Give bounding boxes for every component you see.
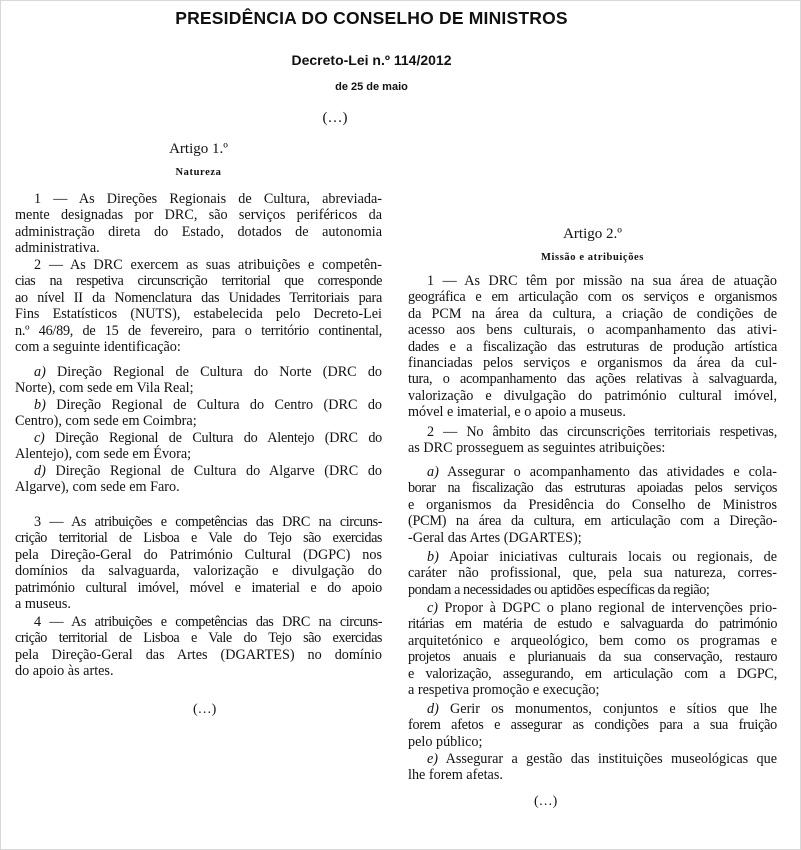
text-line: crição territorial de Lisboa e Vale do Tejo são exercidas bbox=[15, 530, 382, 547]
list-letter: c) bbox=[34, 430, 45, 446]
list-letter: c) bbox=[427, 600, 439, 616]
text-line: a museus. bbox=[15, 596, 71, 613]
text-line: domínios da salvaguarda, valorização e divulgação do bbox=[15, 563, 382, 580]
list-line: (PCM) na área da cultura, em articulação com a Direção- bbox=[408, 513, 777, 530]
list-letter: a) bbox=[427, 464, 439, 480]
list-item-d bbox=[15, 463, 382, 496]
list-item-a bbox=[408, 464, 777, 546]
article-1-title: Artigo 1.º bbox=[169, 141, 228, 157]
text-line: 1 — As DRC têm por missão na sua área de atuação bbox=[427, 273, 777, 289]
list-item-d bbox=[408, 701, 777, 750]
article-1-paragraph-3 bbox=[15, 514, 382, 612]
list-line bbox=[408, 600, 777, 616]
text-line: 2 — No âmbito das circunscrições territoriais respetivas, bbox=[427, 424, 777, 440]
list-line: a respetiva promoção e execução; bbox=[408, 682, 600, 699]
list-item-c bbox=[408, 600, 777, 698]
list-line: Centro), com sede em Coimbra; bbox=[15, 413, 197, 430]
list-line: ritárias em matéria de estudo e salvaguarda do património bbox=[408, 616, 777, 633]
list-line: borar na fiscalização das estruturas apoiadas pelos serviços bbox=[408, 480, 777, 497]
list-line: pelo público; bbox=[408, 733, 483, 750]
list-line: e organismos da Presidência do Conselho de Ministros bbox=[408, 496, 777, 513]
text-line: valorização e divulgação do património cultural imóvel, bbox=[408, 387, 777, 404]
article-1-subtitle: Natureza bbox=[175, 167, 222, 178]
list-item-e bbox=[408, 751, 777, 784]
list-text: Assegurar o acompanhamento das atividades e cola- bbox=[447, 464, 777, 480]
list-line: e valorização, assegurando, em articulação com a DGPC, bbox=[408, 665, 777, 682]
text-line: 1 — As Direções Regionais de Cultura, abreviada- bbox=[34, 191, 382, 207]
list-line: Algarve), com sede em Faro. bbox=[15, 479, 180, 496]
list-line bbox=[15, 397, 382, 413]
article-2-title: Artigo 2.º bbox=[563, 226, 622, 242]
text-line: cias na respetiva circunscrição territorial que corresponde bbox=[15, 273, 382, 290]
list-line: lhe forem afetas. bbox=[408, 767, 503, 784]
text-line: do apoio às artes. bbox=[15, 663, 114, 680]
article-1-paragraph-1 bbox=[15, 191, 382, 257]
text-line: mente designadas por DRC, são serviços periféricos da bbox=[15, 207, 382, 224]
list-line bbox=[15, 430, 382, 446]
text-line: tura, o acompanhamento das ações relativas à salvaguarda, bbox=[408, 371, 777, 388]
text-line: as DRC prosseguem as seguintes atribuições: bbox=[408, 440, 666, 457]
right-ellipsis: (…) bbox=[534, 794, 558, 809]
text-line: acesso aos bens culturais, o acompanhamento das ativi- bbox=[408, 322, 777, 339]
list-item-b bbox=[408, 549, 777, 598]
list-text: Direção Regional de Cultura do Norte (DRC do bbox=[57, 364, 383, 380]
list-letter: d) bbox=[427, 701, 439, 717]
text-line: Fins Estatísticos (NUTS), estabelecida pelo Decreto-Lei bbox=[15, 306, 382, 323]
list-line: forem afetos e assegurar as condições para a sua fruição bbox=[408, 717, 777, 734]
list-line bbox=[408, 464, 777, 480]
text-line: pela Direção-Geral do Património Cultural (DGPC) nos bbox=[15, 546, 382, 563]
list-line bbox=[15, 364, 382, 380]
text-line: dades e a fiscalização das estruturas de produção artística bbox=[408, 338, 777, 355]
list-letter: b) bbox=[34, 397, 46, 413]
list-letter: d) bbox=[34, 463, 46, 479]
text-line: 2 — As DRC exercem as suas atribuições e competên- bbox=[34, 257, 382, 273]
list-line: Norte), com sede em Vila Real; bbox=[15, 380, 194, 397]
list-line: pondam a necessidades ou aptidões específicas da região; bbox=[408, 581, 710, 598]
list-text: Propor à DGPC o plano regional de intervenções prio- bbox=[444, 600, 777, 616]
list-text: Apoiar iniciativas culturais locais ou regionais, de bbox=[448, 549, 778, 565]
text-line: financiadas pelos serviços e organismos da área da cul- bbox=[408, 355, 777, 372]
list-text: Direção Regional de Cultura do Alentejo (DRC do bbox=[55, 430, 383, 446]
text-line: património cultural imóvel, móvel e imaterial e do apoio bbox=[15, 579, 382, 596]
text-line: com a seguinte identificação: bbox=[15, 339, 181, 356]
article-1-paragraph-4 bbox=[15, 614, 382, 680]
list-line bbox=[408, 751, 777, 767]
list-letter: a) bbox=[34, 364, 46, 380]
text-line: crição territorial de Lisboa e Vale do Tejo são exercidas bbox=[15, 630, 382, 647]
list-item-b bbox=[15, 397, 382, 430]
decree-date: de 25 de maio bbox=[335, 81, 408, 93]
list-item-a bbox=[15, 364, 382, 397]
top-ellipsis: (…) bbox=[322, 110, 348, 126]
article-2-subtitle: Missão e atribuições bbox=[541, 252, 644, 263]
organization-title: PRESIDÊNCIA DO CONSELHO DE MINISTROS bbox=[175, 8, 568, 28]
list-letter: b) bbox=[427, 549, 439, 565]
list-text: Direção Regional de Cultura do Centro (DRC do bbox=[56, 397, 383, 413]
left-ellipsis: (…) bbox=[193, 702, 217, 717]
text-line: administração direta do Estado, dotados de autonomia bbox=[15, 223, 382, 240]
text-line: ao nível II da Nomenclatura das Unidades Territoriais para bbox=[15, 289, 382, 306]
text-line: 4 — As atribuições e competências das DRC na circuns- bbox=[34, 614, 382, 630]
list-text: Assegurar a gestão das instituições museológicas que bbox=[445, 751, 778, 767]
text-line: móvel e imaterial, e o apoio a museus. bbox=[408, 404, 626, 421]
text-line: geográfica e em articulação com os serviços e organismos bbox=[408, 289, 777, 306]
list-line bbox=[15, 463, 382, 479]
list-line: arquitetónico e arqueológico, bem como os programas e bbox=[408, 632, 777, 649]
list-letter: e) bbox=[427, 751, 439, 767]
article-2-paragraph-1 bbox=[408, 273, 777, 421]
list-line: Alentejo), com sede em Évora; bbox=[15, 446, 192, 463]
text-line: n.º 46/89, de 15 de fevereiro, para o território continental, bbox=[15, 322, 382, 339]
text-line: da PCM na área da cultura, a criação de condições de bbox=[408, 305, 777, 322]
list-line: caráter não profissional, que, pela sua natureza, corres- bbox=[408, 565, 777, 582]
list-item-c bbox=[15, 430, 382, 463]
list-text: Direção Regional de Cultura do Algarve (DRC do bbox=[55, 463, 383, 479]
text-line: pela Direção-Geral das Artes (DGARTES) no domínio bbox=[15, 646, 382, 663]
list-line bbox=[408, 701, 777, 717]
list-line bbox=[408, 549, 777, 565]
text-line: 3 — As atribuições e competências das DRC na circuns- bbox=[34, 514, 382, 530]
list-line: -Geral das Artes (DGARTES); bbox=[408, 529, 582, 546]
list-line: projetos anuais e plurianuais da sua conservação, restauro bbox=[408, 649, 777, 666]
list-text: Gerir os monumentos, conjuntos e sítios que lhe bbox=[450, 701, 777, 717]
article-2-paragraph-2 bbox=[408, 424, 777, 457]
decree-title: Decreto-Lei n.º 114/2012 bbox=[291, 52, 452, 68]
text-line: administrativa. bbox=[15, 240, 100, 257]
article-1-paragraph-2 bbox=[15, 257, 382, 355]
